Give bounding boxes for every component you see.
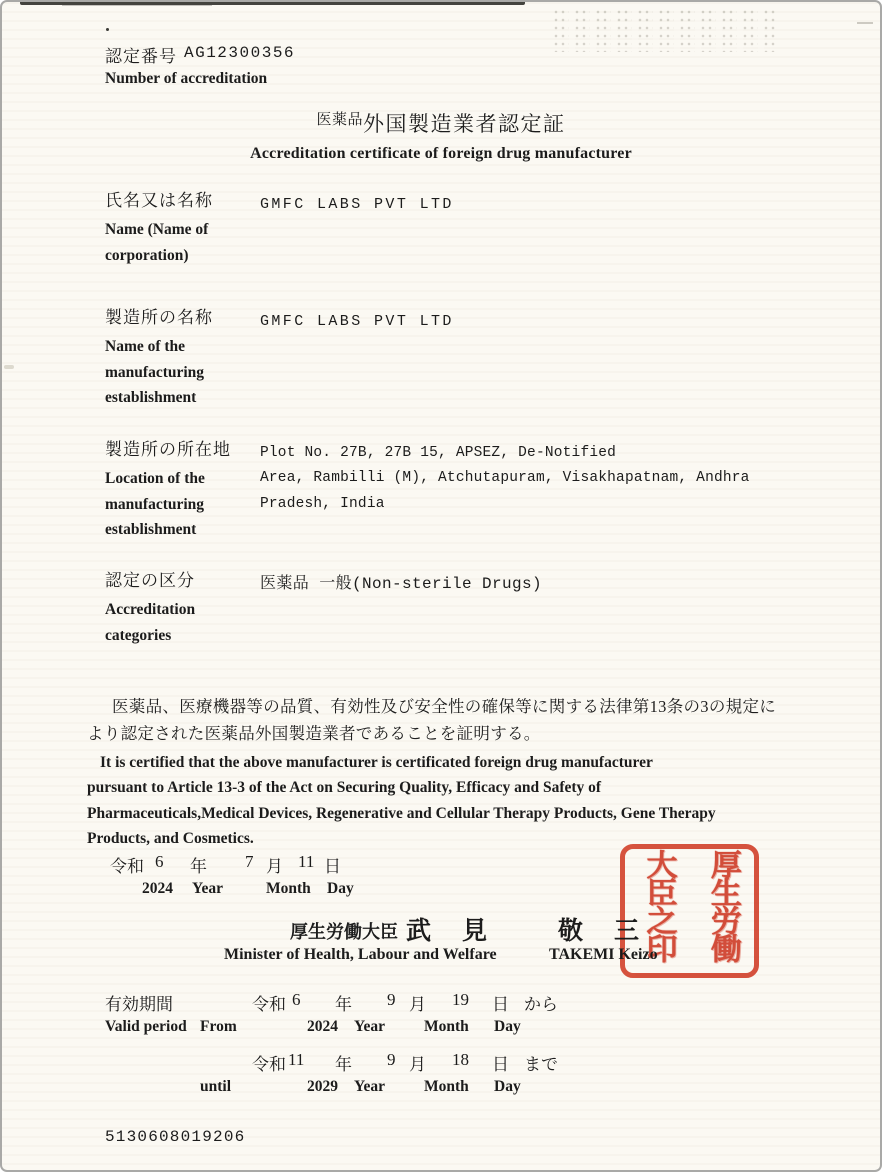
valid-until-year: 11 — [288, 1050, 305, 1069]
scan-artifact-right-dash — [857, 22, 873, 24]
minister-signature — [2, 908, 882, 972]
accreditation-number-label-en: Number of accreditation — [105, 70, 268, 87]
valid-until-era: 令和 — [252, 1055, 286, 1074]
issue-gregorian-year: 2024 — [142, 880, 173, 897]
issue-date-jp — [2, 852, 702, 876]
text-line: It is certified that the above manufacturer is certificated foreign drug manufacturer — [100, 754, 653, 771]
issue-day-label: Day — [327, 880, 354, 897]
field-value — [260, 572, 542, 597]
field-name-of-corporation — [105, 190, 825, 268]
valid-from-year-unit: 年 — [335, 995, 352, 1014]
issue-date-en — [2, 880, 702, 902]
minister-title-en: Minister of Health, Labour and Welfare — [224, 946, 497, 963]
dot-matrix-stamp — [554, 10, 778, 52]
field-label-en — [105, 597, 825, 648]
title-main-jp: 外国製造業者認定証 — [363, 112, 566, 136]
issue-day: 11 — [298, 852, 315, 871]
field-label-jp: 氏名又は名称 — [105, 191, 213, 210]
certification-statement-jp — [87, 694, 812, 747]
accreditation-number-label-jp: 認定番号 — [105, 47, 177, 66]
text-line: manufacturing — [105, 495, 205, 513]
issue-day-unit: 日 — [324, 857, 341, 876]
issue-year-label: Year — [192, 880, 223, 897]
field-accreditation-categories — [105, 570, 825, 648]
field-value — [260, 192, 454, 217]
text-line: pursuant to Article 13-3 of the Act on Securing Quality, Efficacy and Safety of — [87, 779, 602, 797]
text-line: establishment — [105, 521, 197, 538]
valid-from-month: 9 — [387, 990, 396, 1009]
field-label-en — [105, 217, 825, 268]
text-line: establishment — [105, 389, 197, 406]
valid-until-year-unit: 年 — [335, 1055, 352, 1074]
field-label-en — [105, 334, 825, 411]
scan-artifact-smudge — [4, 365, 14, 369]
text-line: Accreditation — [105, 601, 196, 618]
valid-from-day-unit: 日 — [492, 995, 509, 1014]
text-line: Products, and Cosmetics. — [87, 829, 254, 847]
certificate-title — [2, 108, 880, 163]
valid-from-gregorian-year: 2024 — [307, 1018, 338, 1035]
valid-from-year: 6 — [292, 990, 301, 1009]
text-line: Pradesh, India — [260, 495, 385, 512]
text-line: Name of the — [105, 338, 186, 355]
text-line: manufacturing — [105, 363, 205, 381]
valid-from-month-label: Month — [424, 1018, 469, 1035]
field-label-jp: 製造所の名称 — [105, 308, 213, 327]
field-manufacturing-establishment-name — [105, 307, 825, 411]
field-manufacturing-establishment-location — [105, 439, 825, 543]
minister-title-jp: 厚生労働大臣 — [290, 922, 398, 942]
valid-from-day-label: Day — [494, 1018, 521, 1035]
scan-artifact-dot — [106, 28, 109, 31]
certification-statement-en — [87, 750, 822, 851]
document-number: 5130608019206 — [105, 1128, 246, 1146]
text-line: Location of the — [105, 470, 205, 487]
text-line: Pharmaceuticals,Medical Devices, Regenerative and Cellular Therapy Products, Gene Therapy — [87, 804, 716, 822]
minister-name-en: TAKEMI Keizo — [549, 946, 658, 963]
valid-until-day-label: Day — [494, 1078, 521, 1095]
valid-until-month-label: Month — [424, 1078, 469, 1095]
title-prefix-jp: 医薬品 — [316, 112, 363, 128]
scan-artifact-top-bar-2 — [62, 5, 212, 6]
valid-until-day: 18 — [452, 1050, 469, 1069]
issue-month: 7 — [245, 852, 254, 871]
minister-name-jp-left: 武 見 — [406, 917, 499, 945]
text-line: 医薬品 一般(Non-sterile Drugs) — [260, 575, 543, 593]
valid-until-month-unit: 月 — [409, 1055, 426, 1074]
issue-month-unit: 月 — [266, 857, 283, 876]
valid-period-label-en: Valid period — [105, 1018, 187, 1035]
text-line: GMFC LABS PVT LTD — [260, 196, 454, 213]
valid-until-month: 9 — [387, 1050, 396, 1069]
valid-from-month-unit: 月 — [409, 995, 426, 1014]
valid-from-era: 令和 — [252, 995, 286, 1014]
title-en: Accreditation certificate of foreign drug manufacturer — [250, 145, 632, 162]
accreditation-number-value: AG12300356 — [184, 44, 296, 62]
text-line: GMFC LABS PVT LTD — [260, 313, 454, 330]
text-line: Name (Name of — [105, 221, 209, 238]
valid-from-suffix: から — [524, 995, 558, 1014]
valid-from-day: 19 — [452, 990, 469, 1009]
field-label-jp: 認定の区分 — [105, 571, 195, 590]
text-line: Plot No. 27B, 27B 15, APSEZ, De-Notified — [260, 445, 617, 461]
valid-period-label-jp: 有効期間 — [105, 995, 173, 1014]
text-line: 医薬品、医療機器等の品質、有効性及び安全性の確保等に関する法律第13条の3の規定に — [112, 697, 777, 716]
text-line: corporation) — [105, 246, 189, 264]
issue-year: 6 — [155, 852, 164, 871]
valid-until-day-unit: 日 — [492, 1055, 509, 1074]
issue-year-unit: 年 — [190, 857, 207, 876]
field-value — [260, 441, 750, 517]
text-line: より認定された医薬品外国製造業者であることを証明する。 — [87, 723, 541, 743]
valid-from-year-label: Year — [354, 1018, 385, 1035]
field-value — [260, 309, 454, 334]
valid-until-year-label: Year — [354, 1078, 385, 1095]
seal-text: 厚生労働大臣之印 — [640, 849, 740, 961]
issue-month-label: Month — [266, 880, 311, 897]
valid-until-label: until — [200, 1078, 232, 1095]
text-line: Area, Rambilli (M), Atchutapuram, Visakhapatnam, Andhra — [260, 470, 750, 487]
title-jp-line — [2, 108, 880, 138]
minister-name-jp-right: 敬 三 — [558, 917, 651, 945]
text-line: categories — [105, 626, 172, 644]
field-label-jp: 製造所の所在地 — [105, 440, 231, 459]
valid-from-label: From — [200, 1018, 237, 1035]
valid-until-suffix: まで — [524, 1055, 558, 1074]
issue-era: 令和 — [110, 857, 144, 876]
valid-until-gregorian-year: 2029 — [307, 1078, 338, 1095]
